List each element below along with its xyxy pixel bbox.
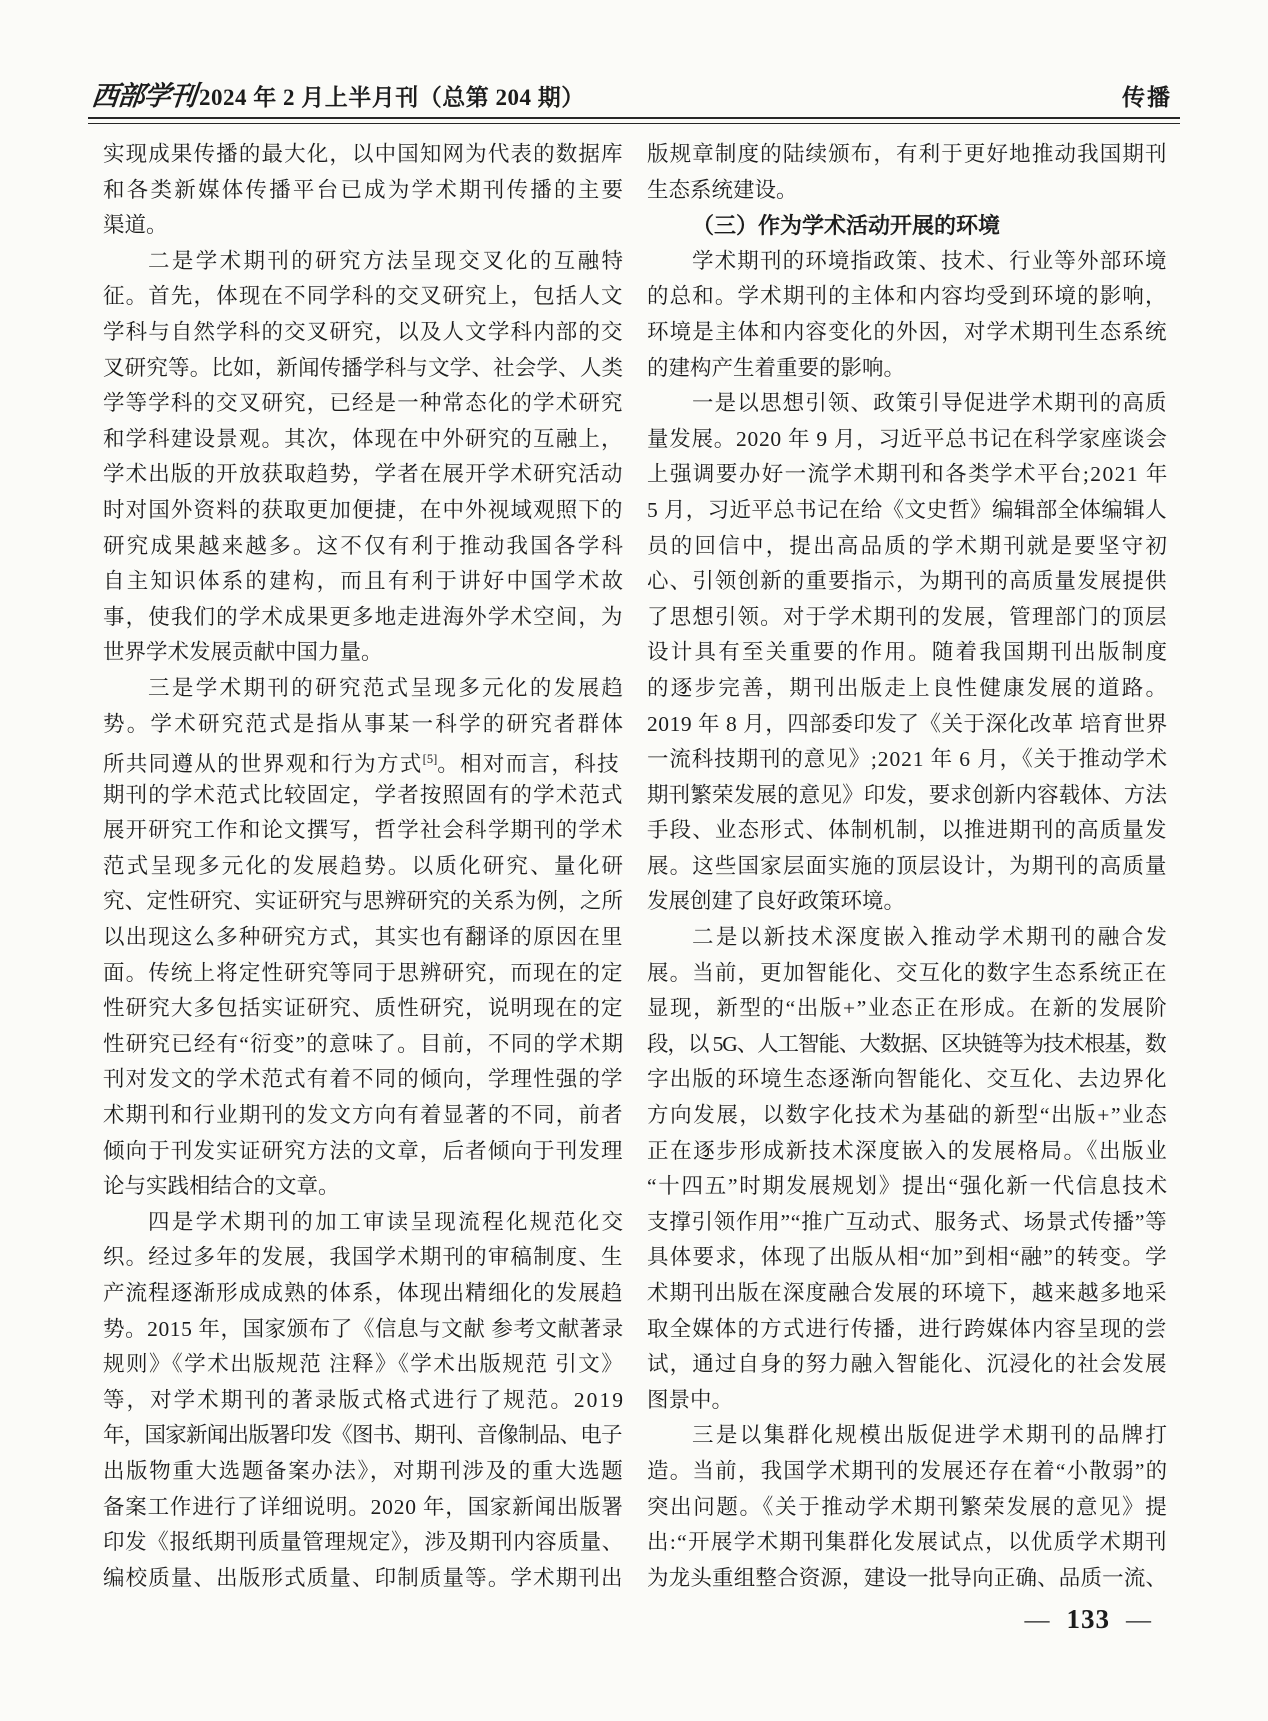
text-line: “十四五”时期发展规划》提出“强化新一代信息技术 [647,1174,1169,1199]
text-line: 发展创建了良好政策环境。 [647,889,906,914]
text-line: 二是学术期刊的研究方法呈现交叉化的互融特 [148,248,626,273]
text-line: 试，通过自身的努力融入智能化、沉浸化的社会发展 [647,1352,1168,1377]
text-line: 展。这些国家层面实施的顶层设计，为期刊的高质量 [647,853,1168,878]
page-footer [1025,1604,1153,1635]
text-line: 造。当前，我国学术期刊的发展还存在着“小散弱”的 [647,1458,1169,1483]
text-line: 倾向于刊发实证研究方法的文章，后者倾向于刊发理 [103,1138,624,1163]
text-line: 员的回信中，提出高品质的学术期刊就是要坚守初 [647,533,1170,558]
text-line: 了思想引领。对于学术期刊的发展，管理部门的顶层 [647,604,1168,629]
text-line: 研究成果越来越多。这不仅有利于推动我国各学科 [103,533,626,558]
text-line: 论与实践相结合的文章。 [103,1174,340,1199]
text-line: 设计具有至关重要的作用。随着我国期刊出版制度 [647,640,1170,665]
text-line: 字出版的环境生态逐渐向智能化、交互化、去边界化 [647,1067,1168,1092]
text-line: 三是学术期刊的研究范式呈现多元化的发展趋 [148,675,626,700]
text-line: 年，国家新闻出版署印发《图书、期刊、音像制品、电子 [103,1423,622,1448]
text-line: 正在逐步形成新技术深度嵌入的发展格局。《出版业 [647,1138,1169,1163]
text-line: 征。首先，体现在不同学科的交叉研究上，包括人文 [103,284,624,309]
text-line: 性研究大多包括实证研究、质性研究，说明现在的定 [103,996,624,1021]
text-line: 织。经过多年的发展，我国学术期刊的审稿制度、生 [103,1245,624,1270]
text-line: 手段、业态形式、体制机制，以推进期刊的高质量发 [647,818,1168,843]
section-label: 传播 [1122,84,1172,110]
text-line: 环境是主体和内容变化的外因，对学术期刊生态系统 [647,319,1168,344]
text-line: 取全媒体的方式进行传播，进行跨媒体内容呈现的尝 [647,1316,1168,1341]
footnote-ref: [5] [422,752,438,767]
text-line: 展。当前，更加智能化、交互化的数字生态系统正在 [647,960,1168,985]
left-column [103,137,626,1596]
text-line: 一是以思想引领、政策引导促进学术期刊的高质 [692,391,1168,416]
text-line: 学科与自然学科的交叉研究，以及人文学科内部的交 [103,319,624,344]
text-line: 编校质量、出版形式质量、印制质量等。学术期刊出 [103,1565,624,1590]
text-line: 势。2015 年，国家颁布了《信息与文献 参考文献著录 [103,1316,624,1341]
footer-dash-left: — [1024,1607,1051,1634]
text-line: 面。传统上将定性研究等同于思辨研究，而现在的定 [103,960,624,985]
text-line: 展开研究工作和论文撰写，哲学社会科学期刊的学术 [103,818,624,843]
text-line: 为龙头重组整合资源，建设一批导向正确、品质一流、 [647,1565,1168,1590]
text-line: 学术出版的开放获取趋势，学者在展开学术研究活动 [103,462,624,487]
page-header [92,74,1172,113]
text-line: 2019 年 8 月，四部委印发了《关于深化改革 培育世界 [647,711,1168,736]
text-line: 期刊的学术范式比较固定，学者按照固有的学术范式 [103,782,624,807]
text-line: 段，以 5G、人工智能、大数据、区块链等为技术根基，数 [647,1031,1166,1056]
issue-info: 2024 年 2 月上半月刊（总第 204 期） [199,85,585,110]
text-line: 四是学术期刊的加工审读呈现流程化规范化交 [148,1209,626,1234]
text-line: 量发展。2020 年 9 月，习近平总书记在科学家座谈会 [647,426,1168,451]
text-line: 术期刊出版在深度融合发展的环境下，越来越多地采 [647,1281,1168,1305]
article-body [103,137,1170,1596]
text-line: 出版物重大选题备案办法》，对期刊涉及的重大选题 [103,1458,625,1483]
header-double-rule [88,117,1180,124]
text-line: 事，使我们的学术成果更多地走进海外学术空间，为 [103,604,624,629]
page-number: 133 [1066,1604,1110,1634]
text-line: 和各类新媒体传播平台已成为学术期刊传播的主要 [103,177,626,202]
right-column [647,137,1170,1596]
text-line: 二是以新技术深度嵌入推动学术期刊的融合发 [692,925,1170,950]
text-line: 突出问题。《关于推动学术期刊繁荣发展的意见》提 [647,1494,1169,1519]
text-line: 生态系统建设。 [647,177,798,202]
text-line: 上强调要办好一流学术期刊和各类学术平台;2021 年 [647,462,1169,487]
text-line: 渠道。 [103,213,168,238]
text-line: 具体要求，体现了出版从相“加”到相“融”的转变。学 [647,1245,1168,1270]
text-line: 规则》《学术出版规范 注释》《学术出版规范 引文》 [103,1352,625,1377]
text-line: 时对国外资料的获取更加便捷，在中外视域观照下的 [103,497,624,522]
text-line: 方向发展，以数字化技术为基础的新型“出版+”业态 [647,1103,1169,1128]
text-line: 产流程逐渐形成成熟的体系，体现出精细化的发展趋 [103,1281,624,1305]
text-line: 等，对学术期刊的著录版式格式进行了规范。2019 [103,1387,626,1412]
text-line: 范式呈现多元化的发展趋势。以质化研究、量化研 [103,853,626,878]
text-line: 心、引领创新的重要指示，为期刊的高质量发展提供 [647,569,1168,594]
text-line: 出:“开展学术期刊集群化发展试点，以优质学术期刊 [647,1530,1168,1555]
text-line: 所共同遵从的世界观和行为方式[5]。相对而言，科技 [103,752,620,777]
text-line: 和学科建设景观。其次，体现在中外研究的互融上， [103,426,624,451]
text-line: 的建构产生着重要的影响。 [647,355,906,380]
text-line: 三是以集群化规模出版促进学术期刊的品牌打 [692,1423,1170,1448]
footer-dash-right: — [1126,1607,1152,1634]
text-line: 支撑引领作用”“推广互动式、服务式、场景式传播”等 [647,1209,1168,1234]
section-heading: （三）作为学术活动开展的环境 [692,213,1001,239]
text-line: 实现成果传播的最大化，以中国知网为代表的数据库 [103,142,624,166]
text-line: 性研究已经有“衍变”的意味了。目前，不同的学术期 [103,1031,625,1056]
journal-logo: 西部学刊 [90,81,198,111]
text-line: 显现，新型的“出版+”业态正在形成。在新的发展阶 [647,996,1169,1021]
text-line: 刊对发文的学术范式有着不同的倾向，学理性强的学 [103,1067,624,1092]
text-line: 期刊繁荣发展的意见》印发，要求创新内容载体、方法 [647,782,1168,807]
header-left [92,74,585,113]
text-line: 5 月，习近平总书记在给《文史哲》编辑部全体编辑人 [647,497,1168,522]
text-line: 图景中。 [647,1387,734,1412]
text-line: 究、定性研究、实证研究与思辨研究的关系为例，之所 [103,889,624,914]
text-line: 术期刊和行业期刊的发文方向有着显著的不同，前者 [103,1103,624,1128]
text-line: 势。学术研究范式是指从事某一科学的研究者群体 [103,711,626,736]
text-line: 的总和。学术期刊的主体和内容均受到环境的影响， [647,284,1168,309]
text-line: 印发《报纸期刊质量管理规定》，涉及期刊内容质量、 [103,1530,624,1555]
text-line: 一流科技期刊的意见》;2021 年 6 月，《关于推动学术 [647,747,1168,772]
text-line: 备案工作进行了详细说明。2020 年，国家新闻出版署 [103,1494,624,1519]
text-line: 以出现这么多种研究方式，其实也有翻译的原因在里 [103,925,624,950]
text-line: 的逐步完善，期刊出版走上良性健康发展的道路。 [647,675,1170,700]
text-line: 叉研究等。比如，新闻传播学科与文学、社会学、人类 [103,355,624,380]
text-line: 学等学科的交叉研究，已经是一种常态化的学术研究 [103,391,624,416]
text-line: 自主知识体系的建构，而且有利于讲好中国学术故 [103,569,626,594]
text-line: 版规章制度的陆续颁布，有利于更好地推动我国期刊 [647,142,1168,166]
text-line: 学术期刊的环境指政策、技术、行业等外部环境 [692,248,1168,273]
text-line: 世界学术发展贡献中国力量。 [103,640,383,665]
